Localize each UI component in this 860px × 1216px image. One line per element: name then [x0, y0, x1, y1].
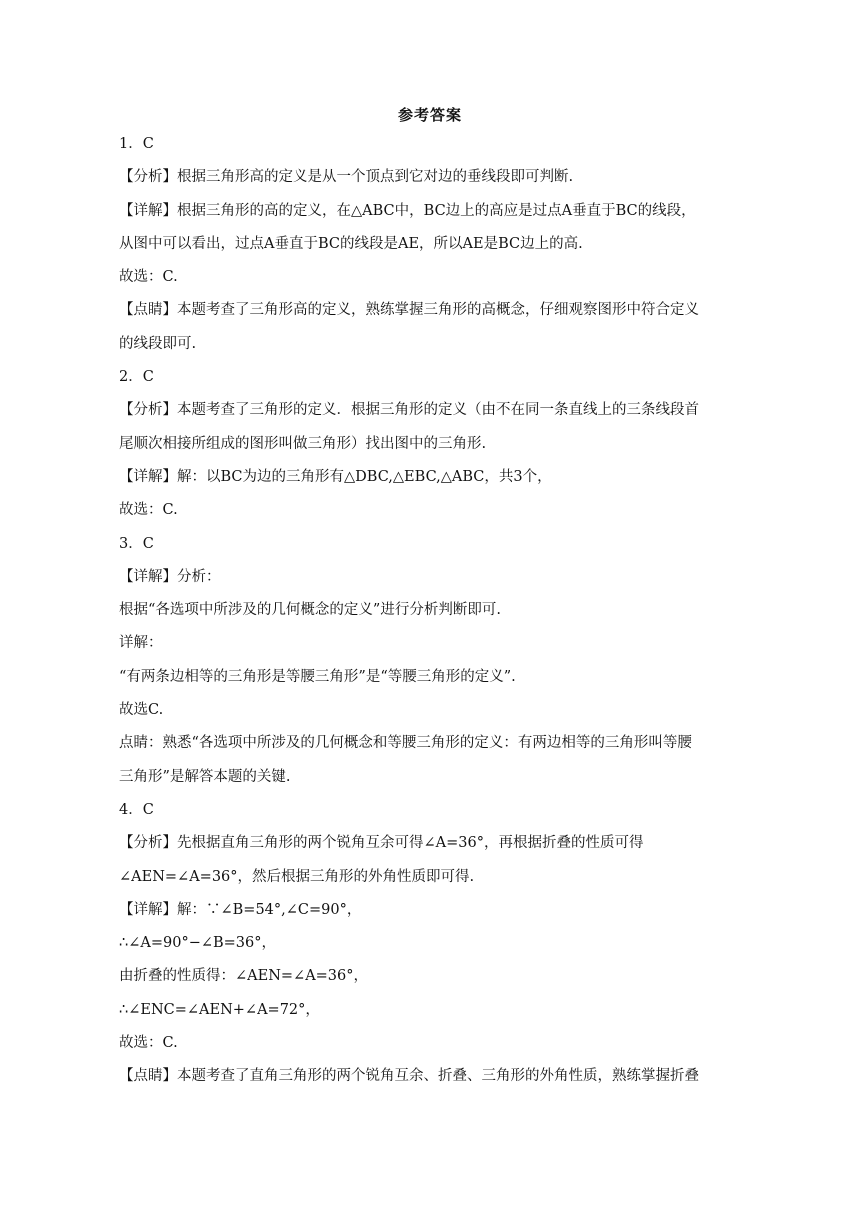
text-line: 2．C	[119, 369, 154, 386]
text-line: 【详解】解：以BC为边的三角形有△DBC,△EBC,△ABC，共3个，	[119, 468, 552, 485]
text-line: 【分析】本题考查了三角形的定义．根据三角形的定义（由不在同一条直线上的三条线段首	[119, 402, 699, 419]
page-title: 参考答案	[397, 106, 462, 124]
text-line: ∴∠A=90°−∠B=36°，	[119, 935, 277, 952]
text-line: 【点睛】本题考查了直角三角形的两个锐角互余、折叠、三角形的外角性质，熟练掌握折叠	[119, 1068, 699, 1085]
text-line: 的线段即可.	[119, 335, 197, 352]
text-line: 【详解】根据三角形的高的定义，在△ABC中，BC边上的高应是过点A垂直于BC的线段，	[119, 202, 696, 219]
text-line: ∠AEN=∠A=36°，然后根据三角形的外角性质即可得.	[119, 868, 475, 885]
answer-content	[119, 128, 741, 1094]
text-line: 根据“各选项中所涉及的几何概念的定义”进行分析判断即可.	[119, 602, 501, 619]
text-line: 故选C.	[119, 702, 164, 719]
text-line: 详解：	[119, 635, 163, 652]
text-line: 由折叠的性质得：∠AEN=∠A=36°，	[119, 968, 369, 985]
text-line: 故选：C.	[119, 1035, 178, 1052]
text-line: 三角形”是解答本题的关键.	[119, 768, 291, 785]
text-line: 【分析】根据三角形高的定义是从一个顶点到它对边的垂线段即可判断.	[119, 169, 574, 186]
text-line: 【点睛】本题考查了三角形高的定义，熟练掌握三角形的高概念，仔细观察图形中符合定义	[119, 302, 699, 319]
text-line: 点睛：熟悉“各选项中所涉及的几何概念和等腰三角形的定义：有两边相等的三角形叫等腰	[119, 735, 692, 752]
text-line: 【分析】先根据直角三角形的两个锐角互余可得∠A=36°，再根据折叠的性质可得	[119, 835, 644, 852]
text-line: 【详解】解：∵∠B=54°,∠C=90°，	[119, 901, 362, 918]
text-line: 4．C	[119, 801, 154, 818]
text-line: 从图中可以看出，过点A垂直于BC的线段是AE，所以AE是BC边上的高.	[119, 235, 583, 252]
text-line: 尾顺次相接所组成的图形叫做三角形）找出图中的三角形.	[119, 435, 487, 452]
text-line: 【详解】分析：	[119, 568, 221, 585]
text-line: “有两条边相等的三角形是等腰三角形”是“等腰三角形的定义”.	[119, 668, 516, 685]
text-line: 3．C	[119, 535, 154, 552]
text-line: 1．C	[119, 136, 154, 152]
text-line: ∴∠ENC=∠AEN+∠A=72°，	[119, 1001, 320, 1018]
text-line: 故选：C.	[119, 269, 178, 286]
text-line: 故选：C.	[119, 502, 178, 519]
